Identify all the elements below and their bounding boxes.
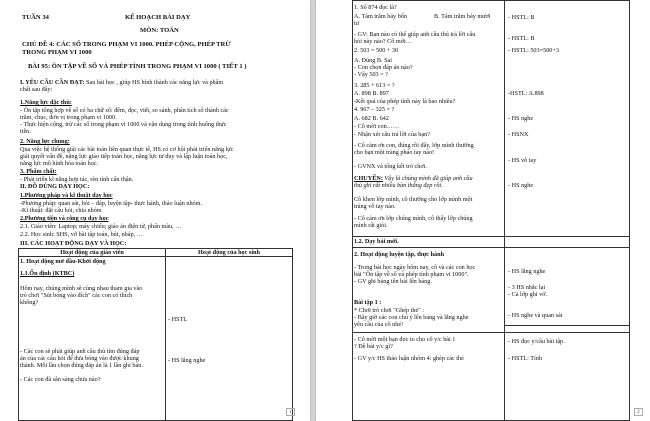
student-response: - HSTL: B (508, 35, 535, 42)
answer-b: B. Tám trăm bảy mươi (434, 13, 491, 20)
teacher-text: án của các câu hỏi để đưa bóng vào được khung (20, 355, 139, 362)
teacher-text: cho bạn một tràng pháo tay nào! (354, 149, 435, 156)
question-2: 2. 503 = 500 + 30 (354, 47, 399, 54)
teacher-text: yêu cầu của cô nhé! (354, 321, 404, 328)
teacher-text: bài "Ôn tập về số và phép tính phạm vi 1000". (354, 271, 469, 278)
teacher-text: - Trong bài học ngày hôm nay, cô và các con học (354, 264, 476, 271)
section-1-text-1: Sau bài học , giúp HS hình thành các năng lực và phẩm (86, 79, 224, 86)
teacher-text: trò chơi "Sút bóng vào đích" các con có thích (20, 292, 133, 299)
section-2-heading: II. ĐỒ DÙNG DẠY HỌC: (20, 183, 90, 190)
topic-line-2: TRONG PHẠM VI 1000 (22, 49, 92, 56)
student-response: - HSTL: Tính (508, 355, 542, 362)
student-response: - HS nghe (508, 115, 534, 122)
teacher-text: - Bây giờ các con chú ý lên bảng và lắng nghe (354, 314, 469, 321)
answer-a: A. Tám trăm bảy bốn (354, 13, 407, 20)
table-row-divider (352, 247, 630, 248)
text-line: 2.2. Học sinh: SHS, vở bài tập toán, bút, nháp, … (20, 231, 143, 238)
teacher-text: - Vậy 503 = ? (354, 71, 388, 78)
teacher-text: - Cô mời một bạn đọc to cho cô y/c bài 1 (354, 336, 456, 343)
answer-options: A. Đúng B. Sai (354, 57, 392, 64)
teacher-text: -Kết quả của phép tính này là bao nhiêu? (354, 98, 456, 105)
text-line: giải quyết vấn đề, năng lực giao tiếp toán học, năng lực tư duy và lập luận toán học, (20, 153, 228, 160)
teacher-text: - GV y/c HS thảo luận nhóm 4: ghép các thẻ (354, 355, 464, 362)
teacher-text: thành. Mỗi lần chọn đúng đáp án là 1 lần ghi bàn. (20, 362, 143, 369)
student-response: - HS lắng nghe (508, 268, 546, 275)
student-response: - HSTL: B (508, 14, 535, 21)
teacher-text: - GV: Bạn nào có thể giúp anh cầu thủ trả lời câu (354, 31, 476, 38)
teacher-text: tràng vỗ tay nào. (354, 203, 396, 210)
section-1-text-2: chất sau đây: (20, 86, 53, 93)
teacher-text: - Cô cảm ơn con, đúng rồi đấy, lớp mình thưởng (354, 142, 474, 149)
teacher-text: - GV ghi bảng tên bài lên bảng. (354, 278, 432, 285)
section-3-heading: III. CÁC HOẠT ĐỘNG DẠY VÀ HỌC: (20, 240, 127, 247)
document-page-2 (316, 0, 650, 421)
student-response: - HS vỗ tay (508, 157, 537, 164)
teacher-column-header: Hoạt động của giáo viên (60, 249, 124, 256)
text-line: trăm, chục, đơn vị trong phạm vi 1000. (20, 114, 117, 121)
text-line: -Phương pháp: quan sát, hỏi – đáp, luyện tập- thực hành, thảo luận nhóm. (20, 200, 202, 207)
transition-label: CHUYỂN: (354, 175, 383, 182)
subject-title: MÔN: TOÁN (140, 27, 179, 34)
table-row-divider (352, 332, 630, 333)
subsection-2-1: 1.Phương pháp và kĩ thuật dạy học (20, 192, 113, 199)
lesson-title: BÀI 95: ÔN TẬP VỀ SỐ VÀ PHÉP TÍNH TRONG PHẠM VI 1000 ( TIẾT 1 ) (28, 63, 247, 70)
plan-title: KẾ HOẠCH BÀI DẠY (125, 14, 191, 21)
text-line: - Phát triển kĩ năng hợp tác, rèn tính cẩn thận. (20, 176, 134, 183)
student-response: - HS nghe (508, 182, 534, 189)
subsection-1-2: 2. Năng lực chung: (20, 138, 70, 145)
question-3: 3. 285 + 613 = ? (354, 82, 395, 89)
student-column-header: Hoạt động của học sinh (198, 249, 260, 256)
document-page-1 (0, 0, 310, 421)
subsection-1-3: 3. Phẩm chất: (20, 168, 57, 175)
student-response: -HSTL: A.898 (508, 90, 544, 97)
teacher-text: - GVNX và tổng kết trò chơi. (354, 163, 427, 170)
teacher-text: - Cô cảm ơn lớp chúng mình, cô thấy lớp chúng (354, 215, 473, 222)
text-line: -Kĩ thuật: đặt câu hỏi, chia nhóm (20, 207, 102, 214)
text-line: Qua việc hệ thống giải các bài toán liên quan thực tế, HS có cơ hội phát triển năng lực (20, 146, 234, 153)
activity-1-title: 1. Hoạt động mở đầu-Khởi động (20, 258, 106, 265)
activity-1-1-title: 1.1.Ổn định (KTBC) (20, 270, 75, 277)
student-response: - HS đọc y/cầu bài tập. (508, 338, 565, 345)
teacher-text: - Các con đã sẵn sàng chưa nào? (20, 376, 101, 383)
subsection-2-2: 2.Phương tiện và công cụ dạy học (20, 215, 109, 222)
teacher-text: ? Đề bài y/c gì? (354, 343, 393, 350)
teacher-text: không? (20, 299, 39, 306)
week-label: TUẦN 34 (22, 14, 49, 21)
student-response: - 3 HS nhắc lại (508, 284, 546, 291)
exercise-1-title: Bài tập 1 : (354, 299, 382, 306)
student-response: - HS nghe và quan sát (508, 312, 563, 319)
student-response: - HSTL (168, 316, 188, 323)
text-line: tiễn. (20, 128, 31, 135)
teacher-text: * Chơi trò chơi "Ghép thẻ" : (354, 307, 425, 314)
teacher-text: Hôm nay, chúng mình sẽ cùng nhau tham gia vào (20, 285, 143, 292)
question-1: 1. Số 874 đọc là? (354, 4, 397, 11)
answer-b-cont: tư (354, 20, 360, 27)
student-response: - HSTL: 503=500+3 (508, 47, 559, 54)
transition-text: thủ ghi rất nhiều bàn thắng đẹp rồi. (354, 182, 443, 189)
student-response: - HSNX (508, 131, 529, 138)
teacher-text: - Nhận xét câu trả lời của bạn? (354, 131, 430, 138)
text-line: năng lực mô hình hóa toán học. (20, 160, 99, 167)
subsection-1-1: 1.Năng lực đặc thù: (20, 99, 72, 106)
student-response: - Cả lớp ghi vở. (508, 291, 548, 298)
teacher-text: Cô khen lớp mình, cô thưởng cho lớp mình một (354, 196, 473, 203)
text-line: 2.1. Giáo viên: Laptop; máy chiếu; giáo án điện tử, phấn màu, … (20, 223, 182, 230)
teacher-text: - Các con sẽ phải giúp anh cầu thủ tìm đúng đáp (20, 348, 140, 355)
teacher-text: - Con chọn đáp án nào? (354, 64, 413, 71)
topic-line-1: CHỦ ĐỀ 4: CÁC SỐ TRONG PHẠM VI 1000. PHÉP CỘNG, PHÉP TRỪ (22, 41, 231, 48)
question-4: 4. 967 – 325 = ? (354, 106, 395, 113)
section-1-heading: I. YÊU CẦU CẦN ĐẠT: (20, 79, 85, 86)
page-number: 2 (634, 408, 643, 416)
page-number: 1 (286, 408, 295, 416)
activity-2-title: 2. Hoạt động luyện tập, thực hành (354, 251, 445, 258)
teacher-text: mình rất giỏi. (354, 222, 388, 229)
answer-options: A. 682 B. 642 (354, 115, 389, 122)
transition-text: Vậy là chúng mình đã giúp anh cầu (384, 175, 473, 182)
student-response: - HS lắng nghe (168, 357, 206, 364)
teacher-text: - Cô mời con…… (354, 123, 400, 130)
student-column (165, 248, 293, 421)
table-row-divider (505, 325, 630, 326)
text-line: - Thực hiện cộng, trừ các số trong phạm vi 1000 và vận dụng trong tình huống thực (20, 121, 227, 128)
activity-1-2-title: 1.2. Dạy bài mới. (354, 238, 399, 245)
answer-options: A. 898 B. 897 (354, 90, 389, 97)
text-line: - Ôn tập tổng hợp về số có ba chữ số: đếm, đọc, viết, so sánh, phân tích số thành các (20, 107, 229, 114)
teacher-text: hỏi này nào? Cô mời… (354, 38, 412, 45)
